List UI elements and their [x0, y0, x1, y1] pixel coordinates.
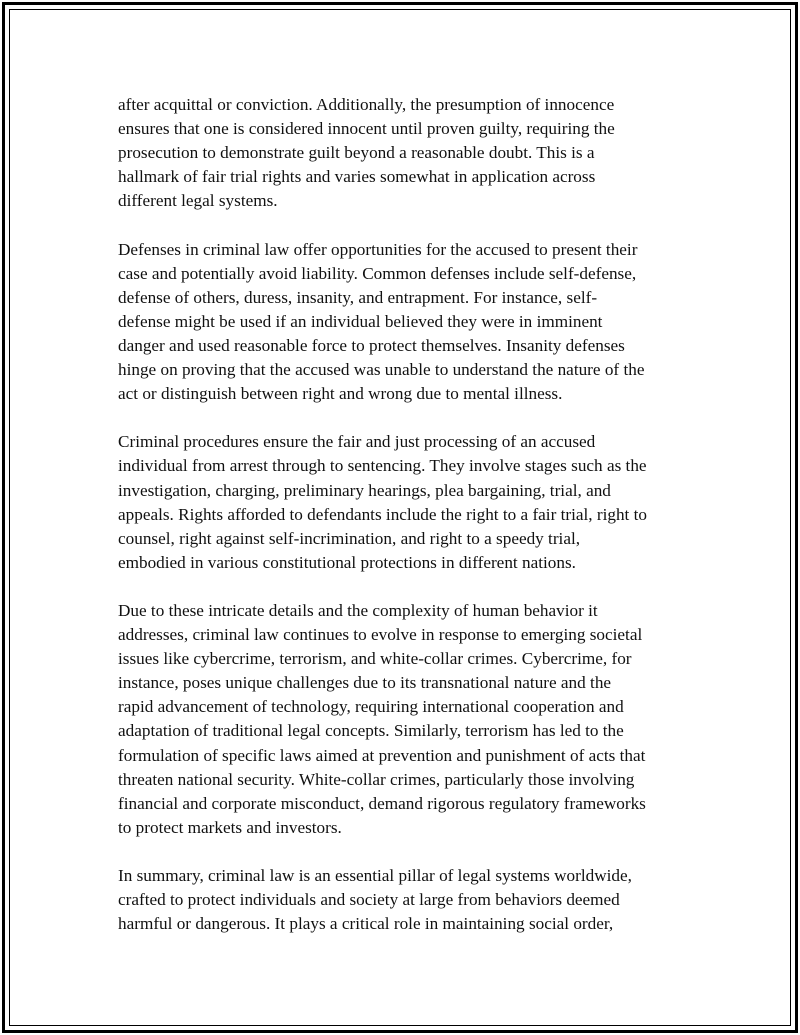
paragraph-criminal-procedures: Criminal procedures ensure the fair and just processing of an accused individual from arrest through to sentencing. They involve stages such as the investigation, charging, preliminary hearings, plea bargaining, trial, and appeals. Rights afforded to defendants include the right to a fair trial, right to counsel, right against self-incrimination, and right to a speedy trial, embodied in various constitutional protections in different nations. — [118, 432, 648, 572]
paragraph-summary: In summary, criminal law is an essential pillar of legal systems worldwide, crafted to protect individuals and society at large from behaviors deemed harmful or dangerous. It plays a critical role in maintaining social order, — [118, 866, 632, 934]
paragraph-defenses: Defenses in criminal law offer opportunities for the accused to present their case and potentially avoid liability. Common defenses include self-defense, defense of others, duress, insanity, and entrapment. For instance, self- defense might be used if an individual believed they were in imminent danger and used reasonable force to protect themselves. Insanity defenses hinge on proving that the accused was unable to understand the nature of the act or distinguish between right and wrong due to mental illness. — [118, 239, 645, 404]
paragraph-presumption-of-innocence: after acquittal or conviction. Additionally, the presumption of innocence ensures that one is considered innocent until proven guilty, requiring the prosecution to demonstrate guilt beyond a reasonable doubt. This is a hallmark of fair trial rights and varies somewhat in application across different legal systems. — [118, 95, 615, 211]
document-body — [118, 93, 688, 936]
paragraph-evolving-law: Due to these intricate details and the complexity of human behavior it addresses, criminal law continues to evolve in response to emerging societal issues like cybercrime, terrorism, and white-collar crimes. Cybercrime, for instance, poses unique challenges due to its transnational nature and the rapid advancement of technology, requiring international cooperation and adaptation of traditional legal concepts. Similarly, terrorism has led to the formulation of specific laws aimed at prevention and punishment of acts that threaten national security. White-collar crimes, particularly those involving financial and corporate misconduct, demand rigorous regulatory frameworks to protect markets and investors. — [118, 600, 646, 837]
